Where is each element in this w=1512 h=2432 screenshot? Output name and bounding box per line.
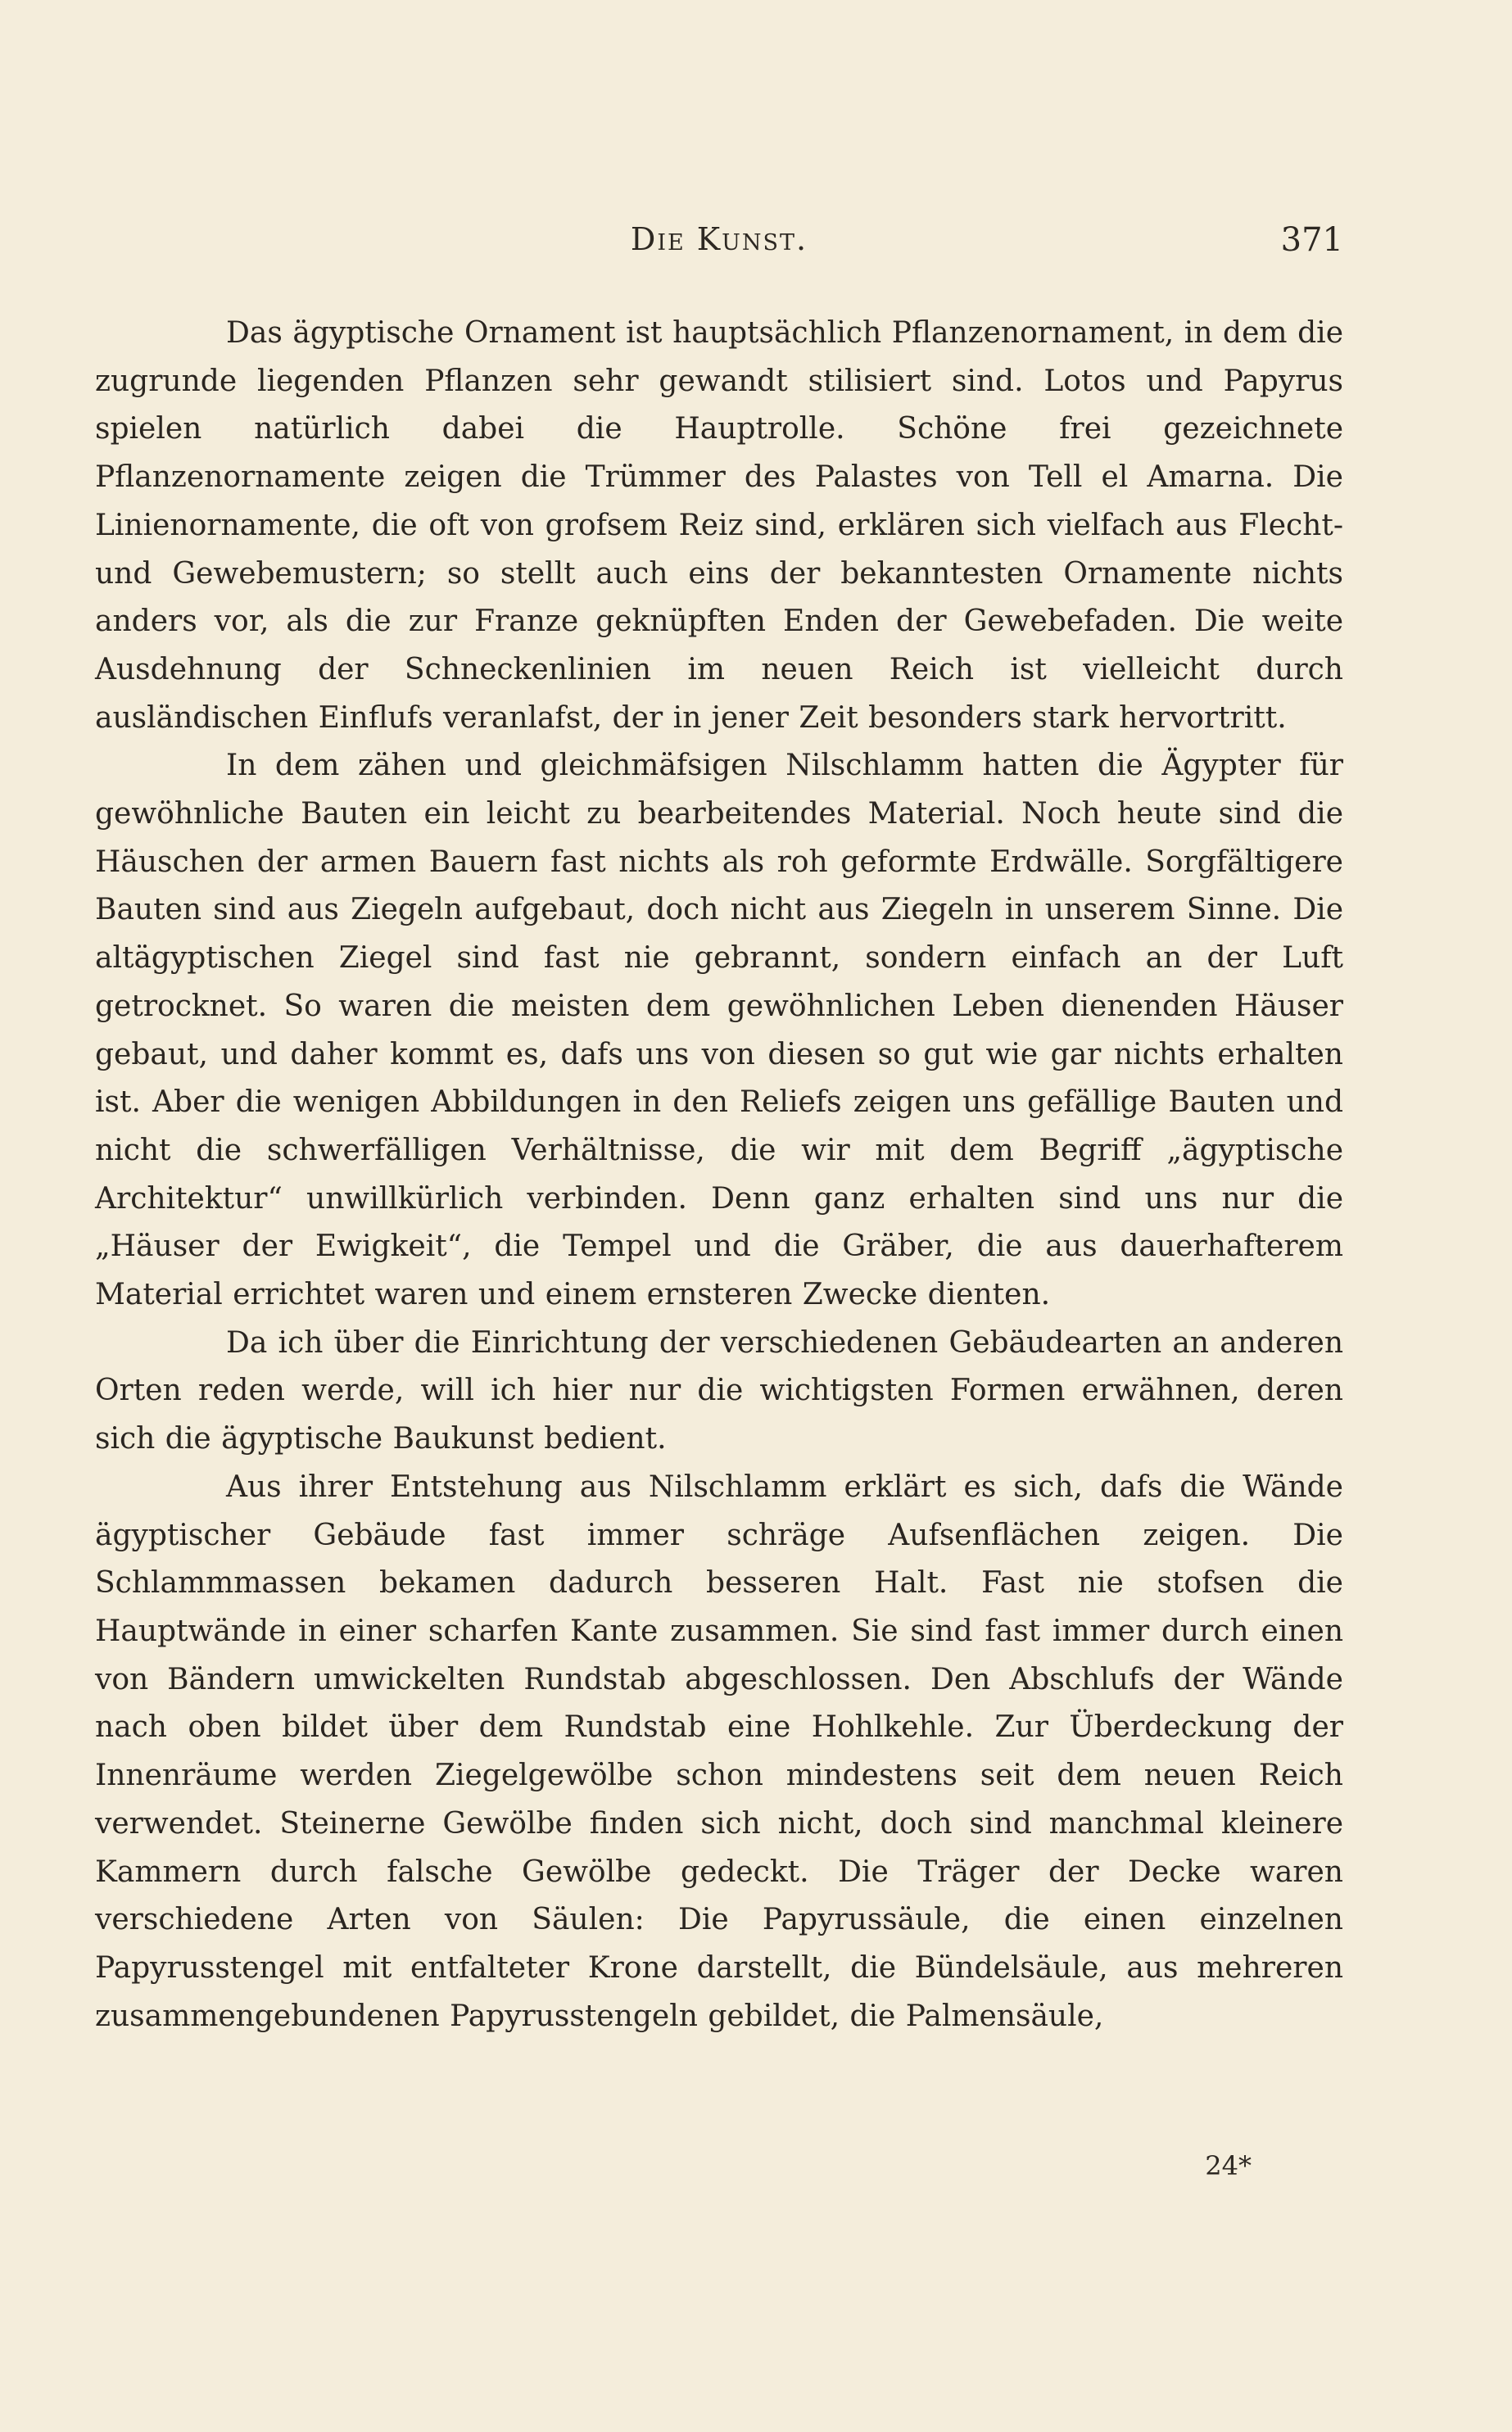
body-text [95,310,1343,2040]
paragraph-wall-forms: Aus ihrer Entstehung aus Nilschlamm erklärt es sich, dafs die Wände ägyptischer Gebäude fast immer schräge Aufsenflächen zeigen. Die Schlammmassen bekamen dadurch besseren Halt. Fast nie stofsen die Hauptwände in einer scharfen Kante zusammen. Sie sind fast immer durch einen von Bändern umwickelten Rundstab abgeschlossen. Den Abschlufs der Wände nach oben bildet über dem Rundstab eine Hohlkehle. Zur Überdeckung der Innenräume werden Ziegelgewölbe schon mindestens seit dem neuen Reich verwendet. Steinerne Gewölbe finden sich nicht, doch sind manchmal kleinere Kammern durch falsche Gewölbe gedeckt. Die Träger der Decke waren verschiedene Arten von Säulen: Die Papyrussäule, die einen einzelnen Papyrusstengel mit entfalteter Krone darstellt, die Bündelsäule, aus mehreren zusammengebundenen Papyrusstengeln gebildet, die Palmensäule, [95,1470,1343,2033]
paragraph-building-material: In dem zähen und gleichmäfsigen Nilschlamm hatten die Ägypter für gewöhnliche Bauten ein leicht zu bearbeitendes Material. Noch heute sind die Häuschen der armen Bauern fast nichts als roh geformte Erdwälle. Sorgfältigere Bauten sind aus Ziegeln aufgebaut, doch nicht aus Ziegeln in unserem Sinne. Die altägyptischen Ziegel sind fast nie gebrannt, sondern einfach an der Luft getrocknet. So waren die meisten dem gewöhnlichen Leben dienenden Häuser gebaut, und daher kommt es, dafs uns von diesen so gut wie gar nichts erhalten ist. Aber die wenigen Abbildungen in den Reliefs zeigen uns gefällige Bauten und nicht die schwerfälligen Verhältnisse, die wir mit dem Begriff „ägyptische Architektur“ unwillkürlich verbinden. Denn ganz erhalten sind uns nur die „Häuser der Ewigkeit“, die Tempel und die Gräber, die aus dauerhafterem Material errichtet waren und einem ernsteren Zwecke dienten. [95,749,1343,1312]
paragraph-building-types: Da ich über die Einrichtung der verschiedenen Gebäudearten an anderen Orten reden werde, will ich hier nur die wichtigsten Formen erwähnen, deren sich die ägyptische Baukunst bedient. [95,1325,1343,1456]
running-head [95,221,1343,270]
paragraph-ornament: Das ägyptische Ornament ist hauptsächlich Pflanzenornament, in dem die zugrunde liegenden Pflanzen sehr gewandt stilisiert sind. Lotos und Papyrus spielen natürlich dabei die Hauptrolle. Schöne frei gezeichnete Pflanzenornamente zeigen die Trümmer des Palastes von Tell el Amarna. Die Linienornamente, die oft von grofsem Reiz sind, erklären sich vielfach aus Flecht- und Gewebemustern; so stellt auch eins der bekanntesten Ornamente nichts anders vor, als die zur Franze geknüpften Enden der Gewebefaden. Die weite Ausdehnung der Schneckenlinien im neuen Reich ist vielleicht durch ausländischen Einflufs veranlafst, der in jener Zeit besonders stark hervortritt. [95,316,1343,735]
page-number: 371 [1280,221,1343,259]
signature-mark: 24* [1205,2150,1252,2181]
running-title: Die Kunst. [630,221,808,257]
